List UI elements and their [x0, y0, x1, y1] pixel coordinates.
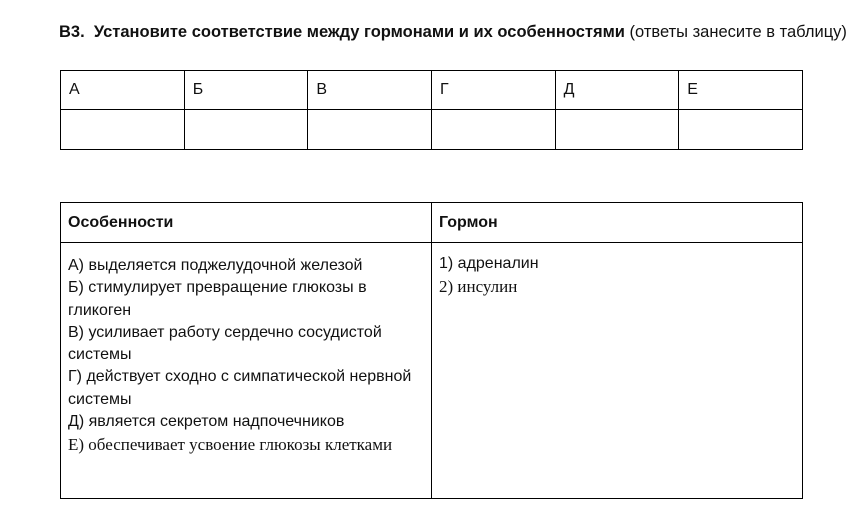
answer-cell-e[interactable]	[679, 110, 803, 150]
matching-table	[60, 202, 803, 499]
feature-item-e: Е) обеспечивает усвоение глюкозы клетками	[68, 435, 393, 455]
answer-cell-v[interactable]	[308, 110, 432, 150]
answer-table	[60, 70, 803, 150]
feature-item-a: А) выделяется поджелудочной железой	[68, 257, 363, 274]
hormone-item-2: 2) инсулин	[439, 277, 518, 297]
answer-cell-g[interactable]	[432, 110, 556, 150]
feature-item-b: Б) стимулирует превращение глюкозы в гликоген	[68, 279, 367, 319]
task-title	[59, 21, 849, 44]
answer-header-v: В	[308, 71, 432, 110]
matching-header-row	[61, 203, 803, 243]
hormone-item-1: 1) адреналин	[439, 255, 539, 272]
hormones-cell	[432, 243, 803, 499]
answer-input-row	[61, 110, 803, 150]
answer-header-d: Д	[555, 71, 679, 110]
answer-cell-b[interactable]	[184, 110, 308, 150]
hormone-header: Гормон	[432, 203, 803, 243]
answer-cell-a[interactable]	[61, 110, 185, 150]
features-header: Особенности	[61, 203, 432, 243]
answer-header-b: Б	[184, 71, 308, 110]
answer-header-g: Г	[432, 71, 556, 110]
feature-item-v: В) усиливает работу сердечно сосудистой системы	[68, 323, 382, 364]
answer-header-a: А	[61, 71, 185, 110]
task-instruction: Установите соответствие между гормонами и их особенностями	[93, 23, 625, 41]
task-note: (ответы занесите в таблицу)	[629, 23, 847, 41]
feature-item-g: Г) действует сходно с симпатической нервной системы	[68, 368, 412, 408]
features-cell	[61, 243, 432, 499]
answer-header-e: Е	[679, 71, 803, 110]
feature-item-d: Д) является секретом надпочечников	[68, 413, 345, 431]
answer-cell-d[interactable]	[555, 110, 679, 150]
task-number: В3.	[59, 23, 85, 41]
answer-header-row	[61, 71, 803, 110]
matching-body-row	[61, 243, 803, 499]
